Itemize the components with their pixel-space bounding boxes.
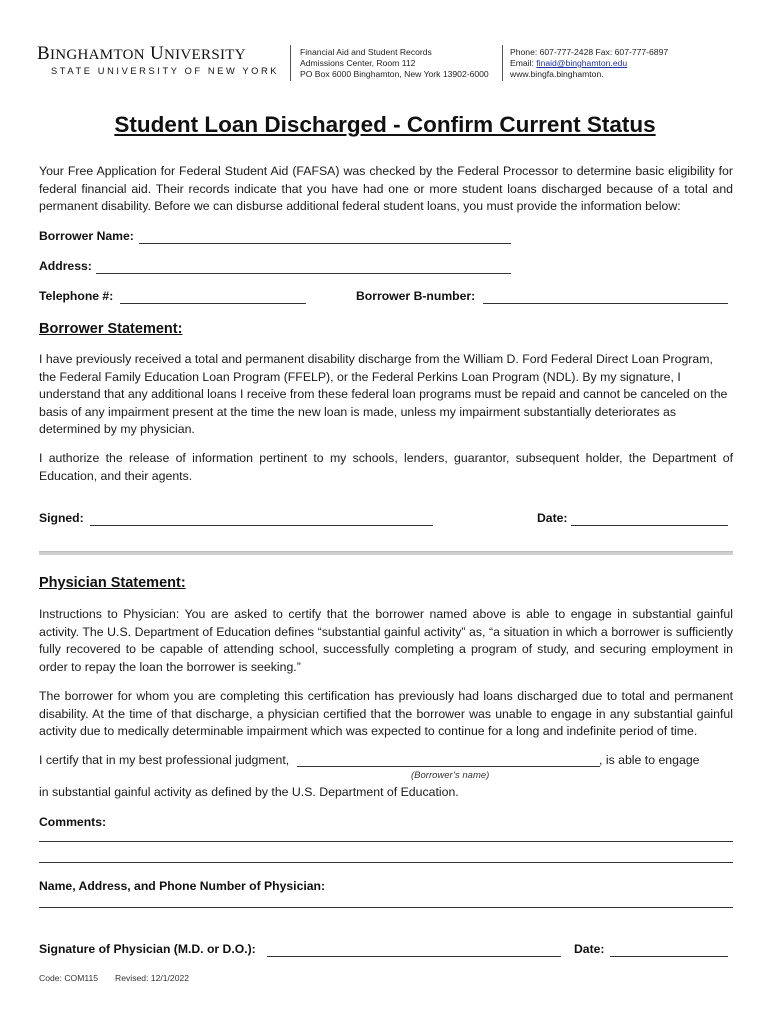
borrower-name-label: Borrower Name: <box>39 229 134 243</box>
certify-line2: in substantial gainful activity as defined by the U.S. Department of Education. <box>39 785 459 799</box>
header-divider <box>502 45 503 81</box>
telephone-label: Telephone #: <box>39 289 114 303</box>
address-label: Address: <box>39 259 92 273</box>
office-contact <box>510 47 668 80</box>
borrower-statement-paragraph: I have previously received a total and permanent disability discharge from the William D. Ford Federal Direct Loan Program, the Federal Family Education Loan Program (FFELP), or the Federal Perkins Loan Program (NDL). By my signature, I understand that any additional loans I receive from these federal loan programs must be repaid and cannot be canceled on the basis of any impairment present at the time the new loan is made, unless my impairment substantially deteriorates as determined by my physician. <box>39 352 728 436</box>
b-number-field[interactable] <box>483 303 728 304</box>
certify-prefix: I certify that in my best professional judgment, <box>39 753 290 767</box>
address-field[interactable] <box>96 273 511 274</box>
physician-info-label: Name, Address, and Phone Number of Physician: <box>39 879 326 893</box>
borrower-date-field[interactable] <box>571 525 728 526</box>
university-logo: BINGHAMTON UNIVERSITY <box>37 43 246 64</box>
office-name: Financial Aid and Student Records <box>300 47 432 57</box>
signed-label: Signed: <box>39 511 84 525</box>
physician-date-label: Date: <box>574 942 605 956</box>
phone-fax: Phone: 607-777-2428 Fax: 607-777-6897 <box>510 47 669 57</box>
header-divider <box>290 45 291 81</box>
physician-signature-label: Signature of Physician (M.D. or D.O.): <box>39 942 256 956</box>
comments-field-line-1[interactable] <box>39 841 733 842</box>
physician-statement-heading: Physician Statement: <box>39 575 186 591</box>
university-subtitle: STATE UNIVERSITY OF NEW YORK <box>51 66 280 76</box>
section-divider <box>39 551 733 555</box>
physician-signature-field[interactable] <box>267 956 561 957</box>
revised-date: Revised: 12/1/2022 <box>115 973 190 983</box>
telephone-field[interactable] <box>120 303 306 304</box>
form-code: Code: COM115 <box>39 973 99 983</box>
physician-date-field[interactable] <box>610 956 728 957</box>
office-address <box>300 47 489 80</box>
borrower-date-label: Date: <box>537 511 568 525</box>
comments-label: Comments: <box>39 815 107 829</box>
borrower-signature-field[interactable] <box>90 525 433 526</box>
email-link[interactable]: finaid@binghamton.edu <box>536 58 628 68</box>
borrower-name-caption: (Borrower’s name) <box>411 770 490 781</box>
b-number-label: Borrower B-number: <box>356 289 476 303</box>
comments-field-line-2[interactable] <box>39 862 733 863</box>
email-row: Email: finaid@binghamton.edu <box>510 58 628 68</box>
office-po-box: PO Box 6000 Binghamton, New York 13902-6000 <box>300 69 489 79</box>
physician-instructions: Instructions to Physician: You are asked to certify that the borrower named above is able to engage in substantial gainful activity. The U.S. Department of Education defines “substantial gainful activity” as, “a situation in which a borrower is sufficiently fully recovered to be capable of attending school, successfully completing a program of study, and securing employment in order to repay the loan the borrower is seeking.” <box>39 607 733 674</box>
borrower-name-certify-field[interactable] <box>297 766 600 767</box>
intro-paragraph: Your Free Application for Federal Student Aid (FAFSA) was checked by the Federal Processor to determine basic eligibility for federal financial aid. Their records indicate that you have had one or more student loans discharged because of a total and permanent disability. Before we can disburse additional federal student loans, you must provide the information below: <box>39 164 733 213</box>
certify-suffix: , is able to engage <box>599 753 700 767</box>
authorization-paragraph: I authorize the release of information pertinent to my schools, lenders, guarantor, subsequent holder, the Department of Education, and their agents. <box>39 451 733 483</box>
document-title: Student Loan Discharged - Confirm Current Status <box>114 112 656 137</box>
borrower-name-field[interactable] <box>139 243 511 244</box>
physician-info-field[interactable] <box>39 907 733 908</box>
physician-background: The borrower for whom you are completing this certification has previously had loans discharged due to total and permanent disability. At the time of that discharge, a physician certified that the borrower was unable to engage in any substantial gainful activity due to medically determinable impairment which was expected to continue for a long and indefinite period of time. <box>39 689 733 738</box>
borrower-statement-heading: Borrower Statement: <box>39 321 183 337</box>
office-room: Admissions Center, Room 112 <box>300 58 416 68</box>
website[interactable]: www.bingfa.binghamton. <box>510 69 604 79</box>
